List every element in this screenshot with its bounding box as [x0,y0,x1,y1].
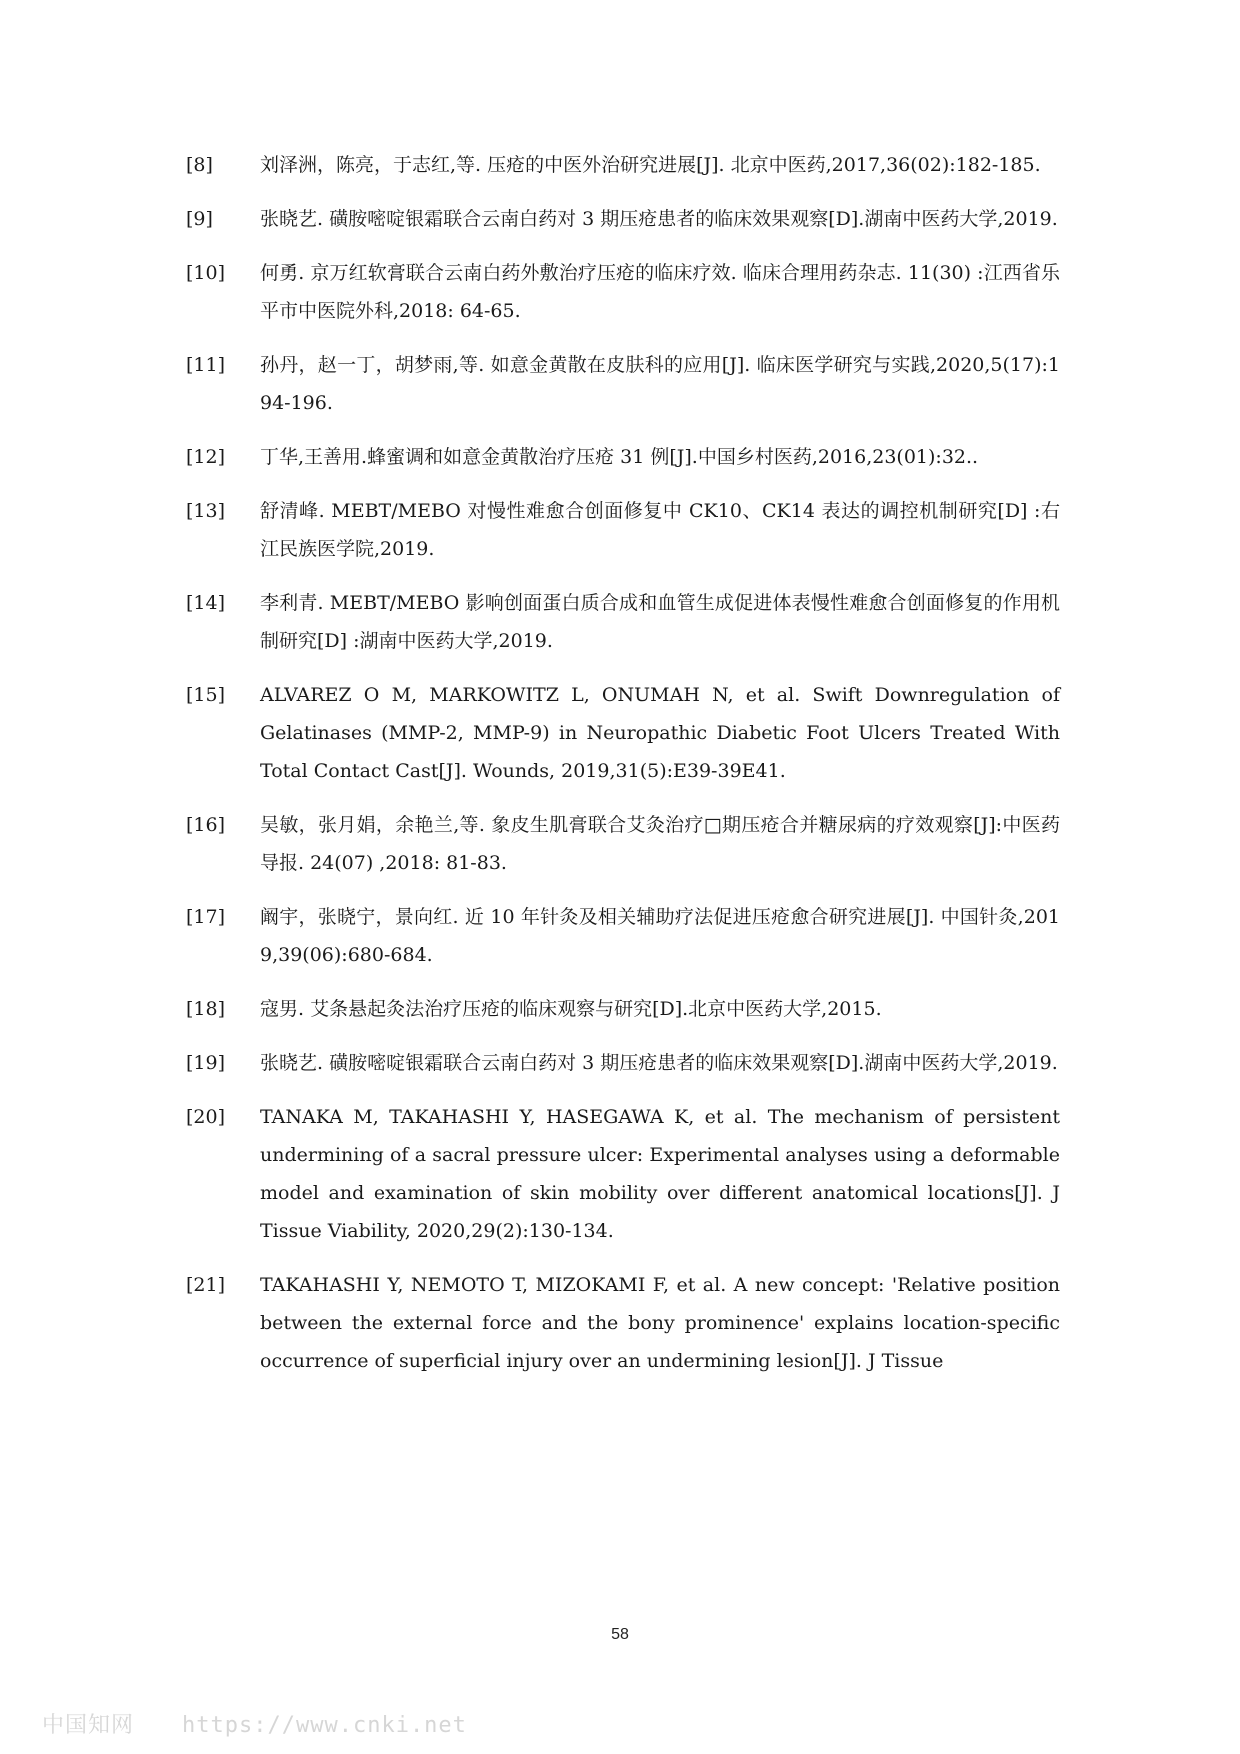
reference-item [186,346,1060,422]
reference-list [186,146,1060,1396]
reference-number: [18] [186,998,226,1020]
reference-item [186,492,1060,568]
reference-item [186,254,1060,330]
reference-text: 孙丹，赵一丁，胡梦雨,等. 如意金黄散在皮肤科的应用[J]. 临床医学研究与实践,2020,5(17):194-196. [260,354,1060,414]
reference-number: [13] [186,500,226,522]
reference-number: [15] [186,684,226,706]
reference-item [186,898,1060,974]
watermark-url: https://www.cnki.net [182,1713,467,1738]
reference-text: 张晓艺. 磺胺嘧啶银霜联合云南白药对 3 期压疮患者的临床效果观察[D].湖南中医药大学,2019. [260,1052,1058,1074]
reference-item [186,806,1060,882]
reference-number: [14] [186,592,226,614]
reference-number: [16] [186,814,226,836]
reference-text: 李利青. MEBT/MEBO 影响创面蛋白质合成和血管生成促进体表慢性难愈合创面修复的作用机制研究[D] :湖南中医药大学,2019. [260,592,1060,652]
reference-item [186,676,1060,790]
reference-number: [12] [186,446,226,468]
reference-number: [9] [186,208,213,230]
reference-text: TANAKA M, TAKAHASHI Y, HASEGAWA K, et al. The mechanism of persistent undermining of a sacral pressure ulcer: Experimental analyses using a deformable model and examination of skin mobility over different anatomical locations[J]. J Tissue Viability, 2020,29(2):130-134. [260,1106,1060,1242]
reference-item [186,584,1060,660]
reference-text: 吴敏，张月娟，余艳兰,等. 象皮生肌膏联合艾灸治疗□期压疮合并糖尿病的疗效观察[J]:中医药导报. 24(07) ,2018: 81-83. [260,814,1060,874]
reference-number: [20] [186,1106,226,1128]
reference-text: 阚宇，张晓宁，景向红. 近 10 年针灸及相关辅助疗法促进压疮愈合研究进展[J]. 中国针灸,2019,39(06):680-684. [260,906,1060,966]
reference-text: ALVAREZ O M, MARKOWITZ L, ONUMAH N, et al. Swift Downregulation of Gelatinases (MMP-2, MMP-9) in Neuropathic Diabetic Foot Ulcers Treated With Total Contact Cast[J]. Wounds, 2019,31(5):E39-39E41. [260,684,1060,782]
cnki-watermark [42,1708,467,1739]
reference-number: [11] [186,354,226,376]
reference-item [186,1098,1060,1250]
reference-text: 寇男. 艾条悬起灸法治疗压疮的临床观察与研究[D].北京中医药大学,2015. [260,998,882,1020]
reference-text: 丁华,王善用.蜂蜜调和如意金黄散治疗压疮 31 例[J].中国乡村医药,2016,23(01):32.. [260,446,979,468]
reference-item [186,990,1060,1028]
watermark-brand: 中国知网 [42,1713,135,1738]
reference-text: TAKAHASHI Y, NEMOTO T, MIZOKAMI F, et al. A new concept: 'Relative position between the external force and the bony prominence' explains location-specific occurrence of superficial injury over an undermining lesion[J]. J Tissue [260,1274,1060,1372]
reference-text: 刘泽洲，陈亮，于志红,等. 压疮的中医外治研究进展[J]. 北京中医药,2017,36(02):182-185. [260,154,1041,176]
reference-text: 张晓艺. 磺胺嘧啶银霜联合云南白药对 3 期压疮患者的临床效果观察[D].湖南中医药大学,2019. [260,208,1058,230]
reference-item [186,438,1060,476]
reference-number: [19] [186,1052,226,1074]
reference-item [186,1044,1060,1082]
reference-number: [21] [186,1274,226,1296]
reference-number: [10] [186,262,226,284]
reference-item [186,146,1060,184]
reference-item [186,1266,1060,1380]
reference-item [186,200,1060,238]
reference-number: [8] [186,154,213,176]
reference-text: 舒清峰. MEBT/MEBO 对慢性难愈合创面修复中 CK10、CK14 表达的调控机制研究[D] :右江民族医学院,2019. [260,500,1060,560]
reference-text: 何勇. 京万红软膏联合云南白药外敷治疗压疮的临床疗效. 临床合理用药杂志. 11(30) :江西省乐平市中医院外科,2018: 64-65. [260,262,1060,322]
reference-number: [17] [186,906,226,928]
page-number: 58 [611,1626,629,1643]
